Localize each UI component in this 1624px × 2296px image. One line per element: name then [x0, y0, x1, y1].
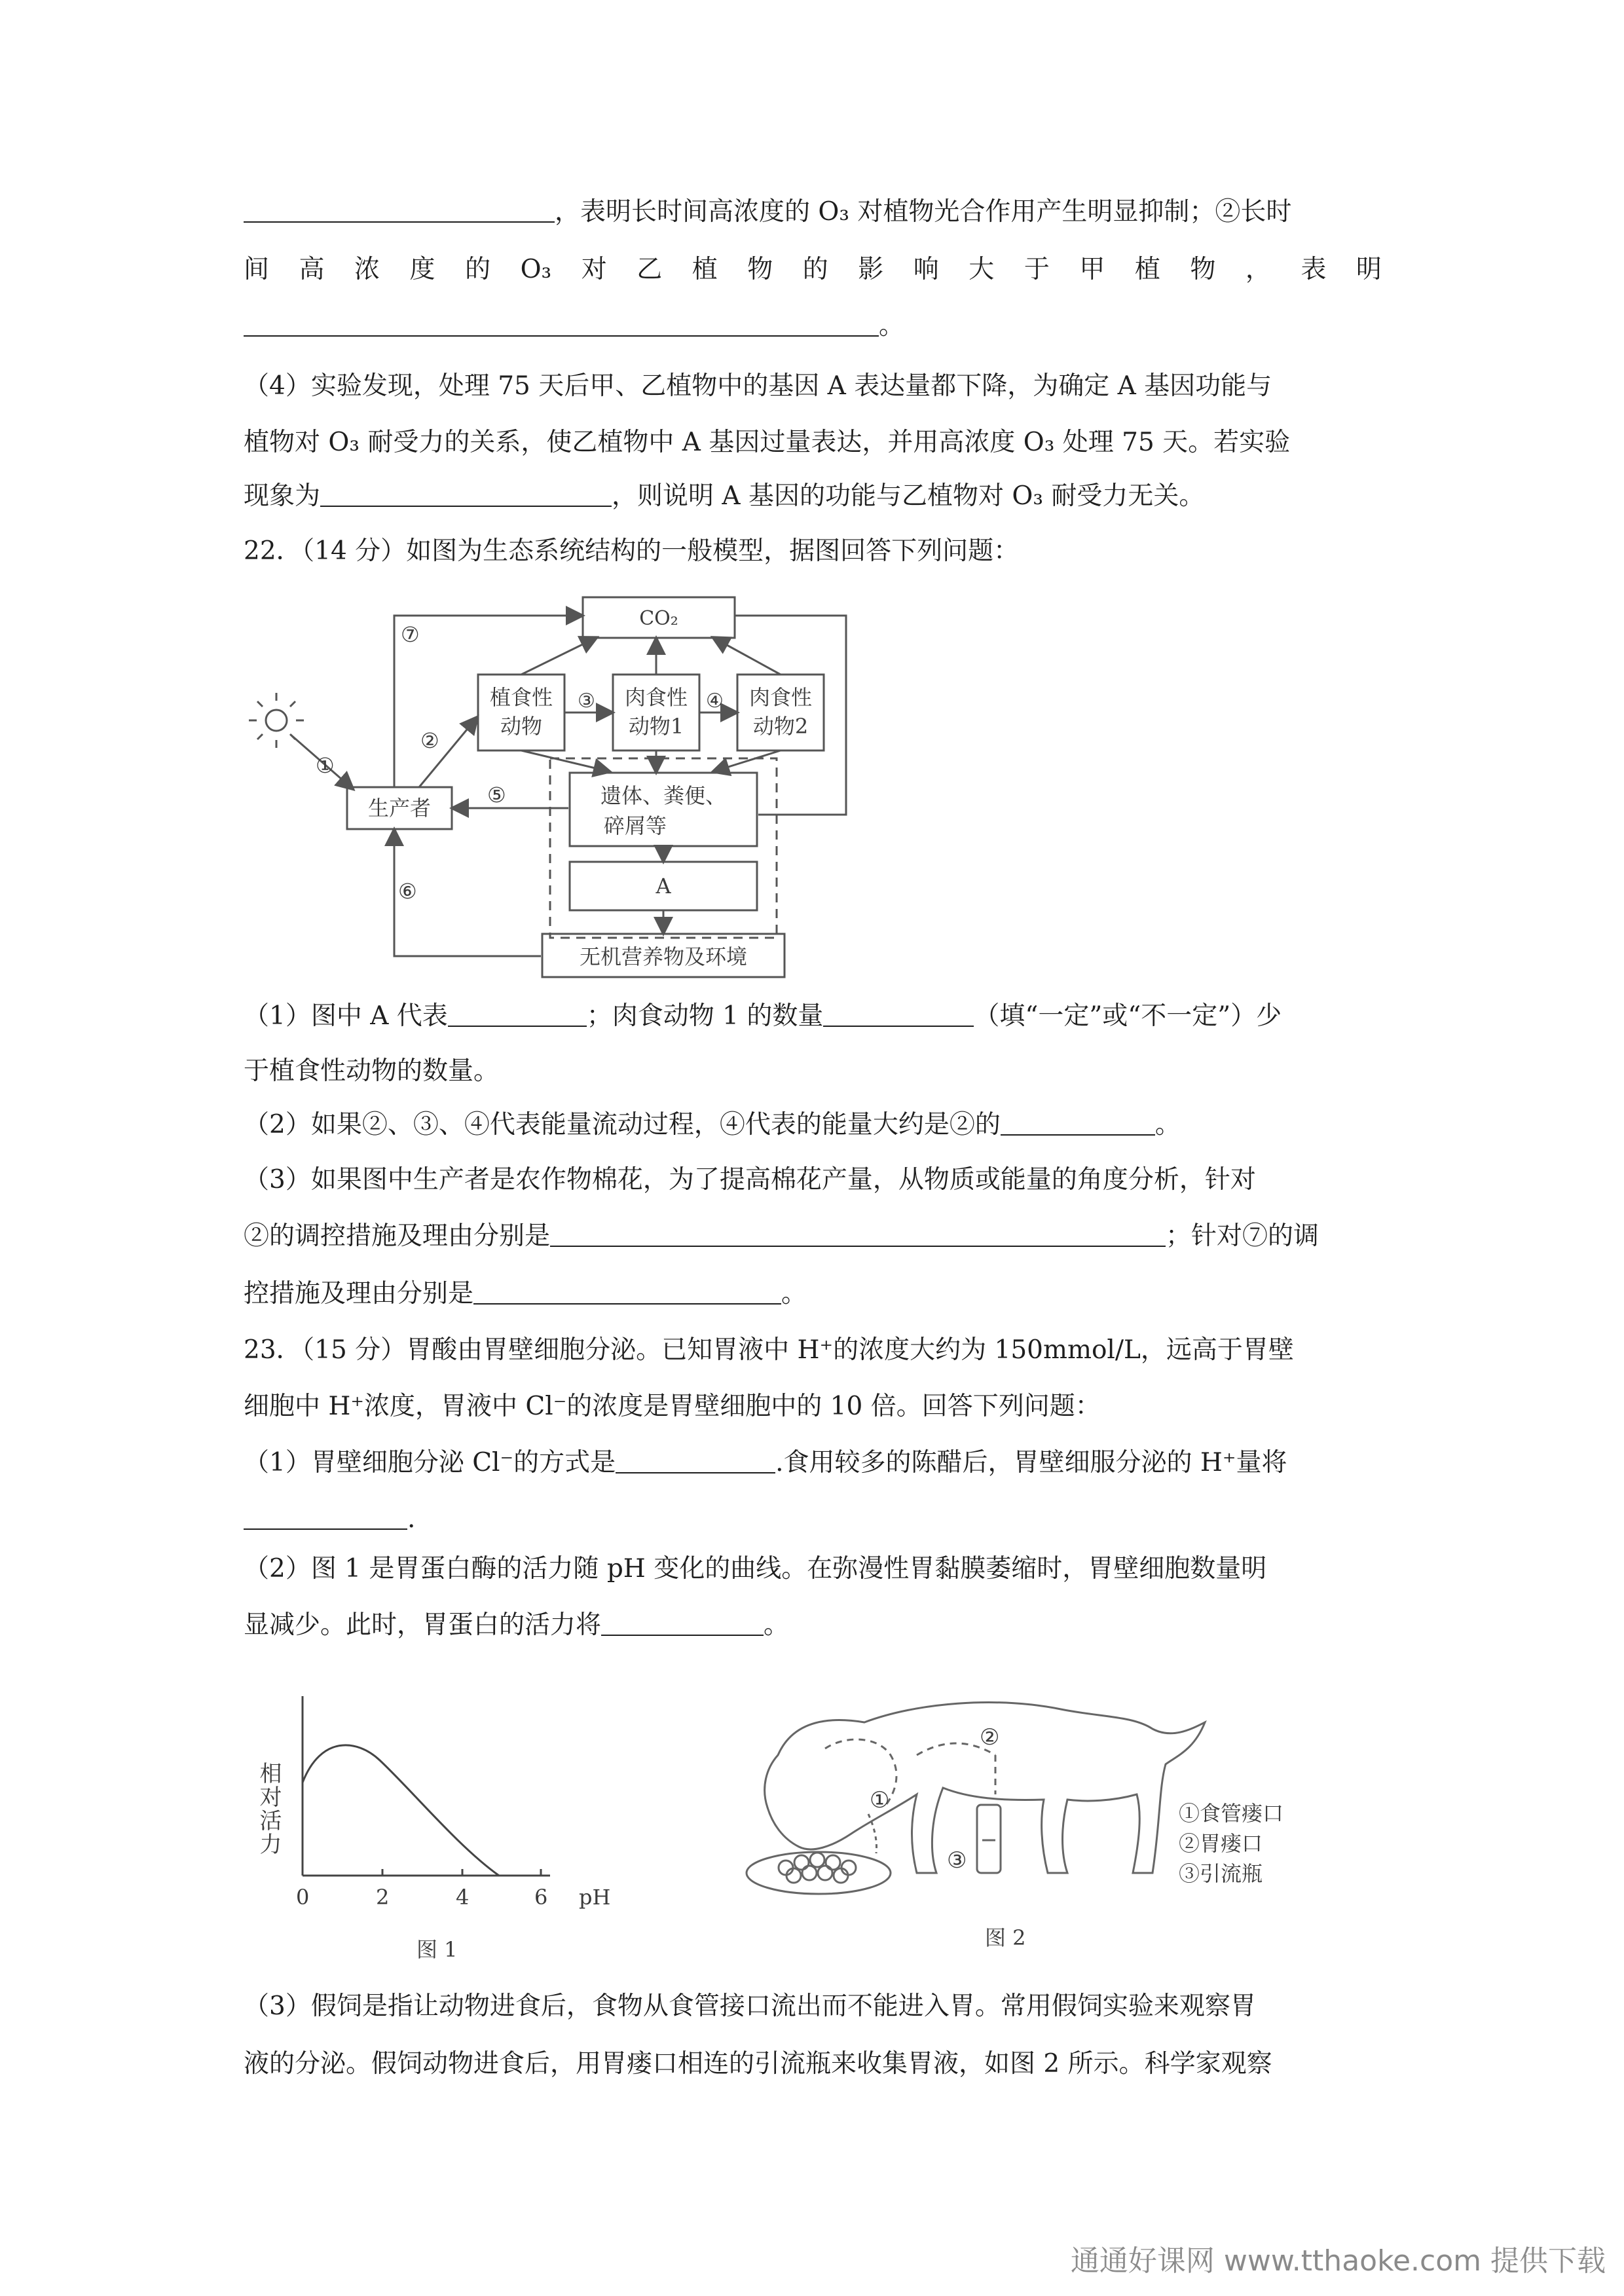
- remains-label-1: 遗体、粪便、: [600, 783, 727, 808]
- y-axis-label: 相对活力: [255, 1762, 282, 1856]
- answer-blank[interactable]: [244, 309, 879, 337]
- q22-part2: （2）如果②、③、④代表能量流动过程，④代表的能量大约是②的 。: [244, 1107, 1382, 1143]
- q23-part3-line-1: （3）假饲是指让动物进食后，食物从食管接口流出而不能进入胃。常用假饲实验来观察胃: [244, 1991, 1256, 2021]
- carnivore2-label-1: 肉食性: [748, 685, 813, 710]
- q22-part3-line-1: （3）如果图中生产者是农作物棉花，为了提高棉花产量，从物质或能量的角度分析，针对: [244, 1165, 1256, 1194]
- q23-part3-line-2: 液的分泌。假饲动物进食后，用胃瘘口相连的引流瓶来收集胃液，如图 2 所示。科学家观察: [244, 2049, 1272, 2079]
- watermark-footer: 通通好课网 www.tthaoke.com 提供下载: [1070, 2244, 1606, 2278]
- spaced-word: 的: [465, 255, 491, 284]
- carnivore1-label-2: 动物1: [628, 714, 684, 739]
- q23-stem-line-1: 23．（15 分）胃酸由胃壁细胞分泌。已知胃液中 H⁺的浓度大约为 150mmol/L，远高于胃壁: [244, 1335, 1294, 1365]
- figure-2-caption: 图 2: [985, 1925, 1026, 1950]
- carnivore1-label-1: 肉食性: [624, 685, 688, 710]
- marker-2: ②: [420, 728, 439, 753]
- x-tick-6: 6: [534, 1885, 548, 1910]
- fig2-marker-1: ①: [870, 1787, 890, 1813]
- answer-blank[interactable]: [823, 999, 974, 1027]
- sun-icon: [266, 710, 287, 731]
- inorganic-label: 无机营养物及环境: [579, 944, 748, 969]
- q22-part1-line-1: （1）图中 A 代表 ；肉食动物 1 的数量 （填“一定”或“不一定”）少: [244, 998, 1382, 1035]
- spaced-word: 的: [802, 255, 828, 284]
- answer-blank[interactable]: [320, 479, 612, 507]
- drainage-bottle-icon: [977, 1805, 1001, 1873]
- spaced-word: 植: [692, 255, 718, 284]
- spaced-word: 大: [969, 255, 995, 284]
- fig2-legend-2: ②胃瘘口: [1179, 1831, 1263, 1856]
- spaced-word: 高: [299, 255, 325, 284]
- answer-blank[interactable]: [448, 999, 587, 1027]
- q23-part2-line-2: 显减少。此时，胃蛋白的活力将 。: [244, 1607, 1382, 1644]
- figure-1-curve: [242, 1683, 648, 1971]
- answer-blank[interactable]: [1001, 1108, 1155, 1136]
- q22-part3-line-2: ②的调控措施及理由分别是 ；针对⑦的调: [244, 1218, 1382, 1255]
- herbivore-label-1: 植食性: [489, 685, 553, 710]
- marker-7: ⑦: [401, 622, 420, 647]
- answer-blank[interactable]: [616, 1446, 775, 1473]
- remains-label-2: 碎屑等: [603, 813, 667, 838]
- spaced-word: 度: [409, 255, 435, 284]
- spaced-word: 植: [1134, 255, 1160, 284]
- producer-label: 生产者: [367, 796, 432, 821]
- marker-1: ①: [316, 753, 335, 778]
- q22-stem: 22．（14 分）如图为生态系统结构的一般模型，据图回答下列问题：: [244, 536, 1020, 566]
- fig2-marker-3: ③: [947, 1847, 967, 1874]
- q21-part4-line-3: 现象为 ，则说明 A 基因的功能与乙植物对 O₃ 耐受力无关。: [244, 478, 1382, 515]
- answer-blank[interactable]: [244, 195, 555, 223]
- q23-part1-line-1: （1）胃壁细胞分泌 Cl⁻的方式是 .食用较多的陈醋后，胃壁细服分泌的 H⁺量将: [244, 1445, 1382, 1481]
- q21-line-1: ，表明长时间高浓度的 O₃ 对植物光合作用产生明显抑制；②长时: [244, 194, 1382, 231]
- answer-blank[interactable]: [550, 1219, 1166, 1247]
- spaced-word: 响: [913, 255, 939, 284]
- answer-blank[interactable]: [244, 1502, 407, 1530]
- spaced-word: 乙: [637, 255, 663, 284]
- q22-part1-line-2: 于植食性动物的数量。: [244, 1056, 500, 1086]
- marker-3: ③: [578, 690, 595, 713]
- q21-line-2: [244, 251, 1382, 288]
- answer-blank[interactable]: [473, 1277, 781, 1305]
- spaced-word: 甲: [1079, 255, 1105, 284]
- q21-part4-line-1: （4）实验发现，处理 75 天后甲、乙植物中的基因 A 表达量都下降，为确定 A 基因功能与: [244, 371, 1272, 401]
- x-tick-4: 4: [456, 1885, 470, 1910]
- x-axis-label: pH: [579, 1885, 611, 1910]
- figure-2-sham-feeding: [720, 1676, 1382, 1971]
- q23-part2-line-1: （2）图 1 是胃蛋白酶的活力随 pH 变化的曲线。在弥漫性胃黏膜萎缩时，胃壁细胞数量明: [244, 1554, 1267, 1583]
- fig2-marker-2: ②: [980, 1724, 1000, 1750]
- spaced-word: 表: [1301, 255, 1327, 284]
- a-label: A: [655, 874, 671, 898]
- carnivore2-label-2: 动物2: [752, 714, 809, 739]
- spaced-word: 对: [581, 255, 607, 284]
- spaced-word: 浓: [354, 255, 380, 284]
- spaced-word: 明: [1356, 255, 1382, 284]
- q22-part3-line-3: 控措施及理由分别是 。: [244, 1276, 1382, 1312]
- activity-curve: [303, 1745, 499, 1876]
- marker-5: ⑤: [487, 783, 506, 807]
- marker-4: ④: [706, 690, 724, 713]
- fig2-legend-3: ③引流瓶: [1179, 1861, 1263, 1886]
- marker-6: ⑥: [398, 879, 417, 904]
- spaced-word: 间: [244, 255, 270, 284]
- q23-part1-line-2: .: [244, 1501, 1382, 1538]
- spaced-word: 物: [1190, 255, 1216, 284]
- x-tick-0: 0: [296, 1885, 310, 1910]
- q21-part4-line-2: 植物对 O₃ 耐受力的关系，使乙植物中 A 基因过量表达，并用高浓度 O₃ 处理 75 天。若实验: [244, 428, 1291, 457]
- spaced-word: 影: [858, 255, 884, 284]
- spaced-word: ，: [1245, 255, 1271, 284]
- x-tick-2: 2: [376, 1885, 390, 1910]
- ecosystem-diagram: [242, 576, 858, 982]
- answer-blank[interactable]: [601, 1608, 764, 1636]
- co2-label: CO₂: [639, 607, 678, 630]
- q21-line-3: 。: [244, 308, 1382, 344]
- fig2-legend-1: ①食管瘘口: [1179, 1801, 1284, 1826]
- spaced-word: O₃: [520, 255, 552, 284]
- q23-stem-line-2: 细胞中 H⁺浓度，胃液中 Cl⁻的浓度是胃壁细胞中的 10 倍。回答下列问题：: [244, 1392, 1101, 1421]
- figure-1-caption: 图 1: [416, 1937, 458, 1962]
- spaced-word: 于: [1024, 255, 1050, 284]
- herbivore-label-2: 动物: [500, 714, 543, 739]
- spaced-word: 物: [747, 255, 773, 284]
